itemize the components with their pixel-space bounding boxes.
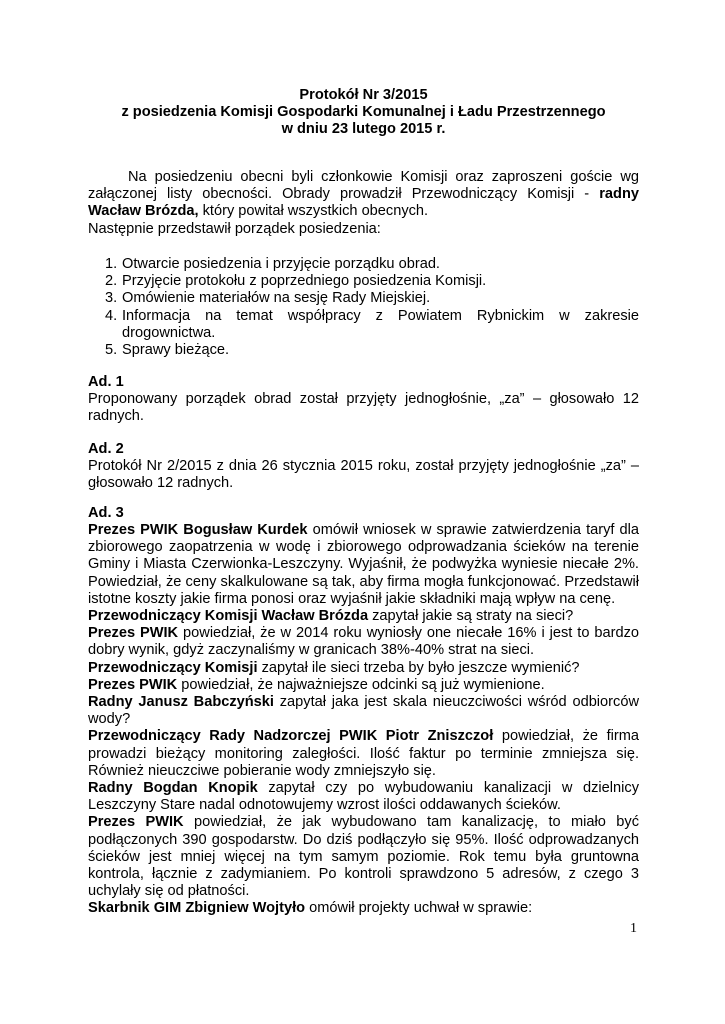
- page-number: 1: [630, 921, 637, 936]
- ad3-paragraph: Radny Janusz Babczyński zapytał jaka jest skala nieuczciwości wśród odbiorców wody?: [88, 694, 639, 728]
- agenda-list: [88, 256, 639, 359]
- ad1-heading: Ad. 1: [88, 374, 124, 390]
- agenda-item: 4. Informacja na temat współpracy z Powiatem Rybnickim w zakresie drogownictwa.: [105, 307, 639, 341]
- agenda-item: 2. Przyjęcie protokołu z poprzedniego posiedzenia Komisji.: [105, 273, 487, 290]
- ad3-paragraph: Prezes PWIK powiedział, że w 2014 roku wyniosły one niecałe 16% i jest to bardzo dobry wynik, gdyż zaczynaliśmy w granicach 38%-40% strat na sieci.: [88, 625, 639, 659]
- intro-paragraph: Na posiedzeniu obecni byli członkowie Komisji oraz zaproszeni goście wg załączonej listy obecności. Obrady prowadził Przewodniczący Komisji - radny Wacław Brózda, który powitał wszystkich obecnych.: [88, 169, 639, 220]
- protocol-subtitle: z posiedzenia Komisji Gospodarki Komunalnej i Ładu Przestrzennego: [121, 104, 606, 120]
- intro-agenda-lead: Następnie przedstawił porządek posiedzenia:: [88, 221, 381, 237]
- ad3-paragraph: Prezes PWIK powiedział, że jak wybudowano tam kanalizację, to miało być podłączonych 390 gospodarstw. Do dziś podłączyło się 95%. Ilość odprowadzanych ścieków jest mniej więcej na tym samym poziomie. Rok temu była gruntowna kontrola, łącznie z zadymianiem. Po kontroli sprawdzono 5 adresów, z czego 3 uchylały się od płatności.: [88, 814, 639, 900]
- ad3-paragraph: Przewodniczący Komisji zapytał ile sieci trzeba by było jeszcze wymienić?: [88, 659, 580, 676]
- ad3-paragraph: Przewodniczący Rady Nadzorczej PWIK Piotr Zniszczoł powiedział, że firma prowadzi bieżący monitoring zaległości. Ilość faktur po terminie zmniejsza się. Również nieuczciwe pobieranie wody zmniejszyło się.: [88, 728, 639, 779]
- protocol-title: Protokół Nr 3/2015: [299, 87, 428, 103]
- ad3-paragraph: Prezes PWIK powiedział, że najważniejsze odcinki są już wymienione.: [88, 676, 545, 693]
- ad1-text: Proponowany porządek obrad został przyjęty jednogłośnie, „za” – głosowało 12 radnych.: [88, 391, 639, 425]
- ad3-body: [88, 522, 639, 918]
- ad2-text: Protokół Nr 2/2015 z dnia 26 stycznia 2015 roku, został przyjęty jednogłośnie „za” – głosowało 12 radnych.: [88, 458, 639, 492]
- ad3-paragraph: Przewodniczący Komisji Wacław Brózda zapytał jakie są straty na sieci?: [88, 608, 574, 625]
- ad3-paragraph: Prezes PWIK Bogusław Kurdek omówił wniosek w sprawie zatwierdzenia taryf dla zbiorowego zaopatrzenia w wodę i zbiorowego odprowadzania ścieków na terenie Gminy i Miasta Czerwionka-Leszczyny. Wyjaśnił, że podwyżka wyniesie niecałe 2%. Powiedział, że ceny skalkulowane są tak, aby firma mogła funkcjonować. Przedstawił istotne koszty jakie firma ponosi oraz wyjaśnił jakie składniki mają wpływ na cenę.: [88, 522, 640, 607]
- ad2-heading: Ad. 2: [88, 441, 124, 457]
- ad3-heading: Ad. 3: [88, 505, 124, 521]
- ad3-paragraph: Skarbnik GIM Zbigniew Wojtyło omówił projekty uchwał w sprawie:: [88, 900, 533, 917]
- agenda-item: 3. Omówienie materiałów na sesję Rady Miejskiej.: [105, 290, 431, 307]
- chairman-name: radny Wacław Brózda,: [88, 186, 639, 220]
- agenda-item: 1. Otwarcie posiedzenia i przyjęcie porządku obrad.: [105, 256, 440, 272]
- agenda-item: 5. Sprawy bieżące.: [105, 342, 230, 359]
- ad3-paragraph: Radny Bogdan Knopik zapytał czy po wybudowaniu kanalizacji w dzielnicy Leszczyny Stare nadal odnotowujemy wzrost ilości oddawanych ścieków.: [88, 780, 639, 814]
- protocol-date: w dniu 23 lutego 2015 r.: [281, 121, 446, 137]
